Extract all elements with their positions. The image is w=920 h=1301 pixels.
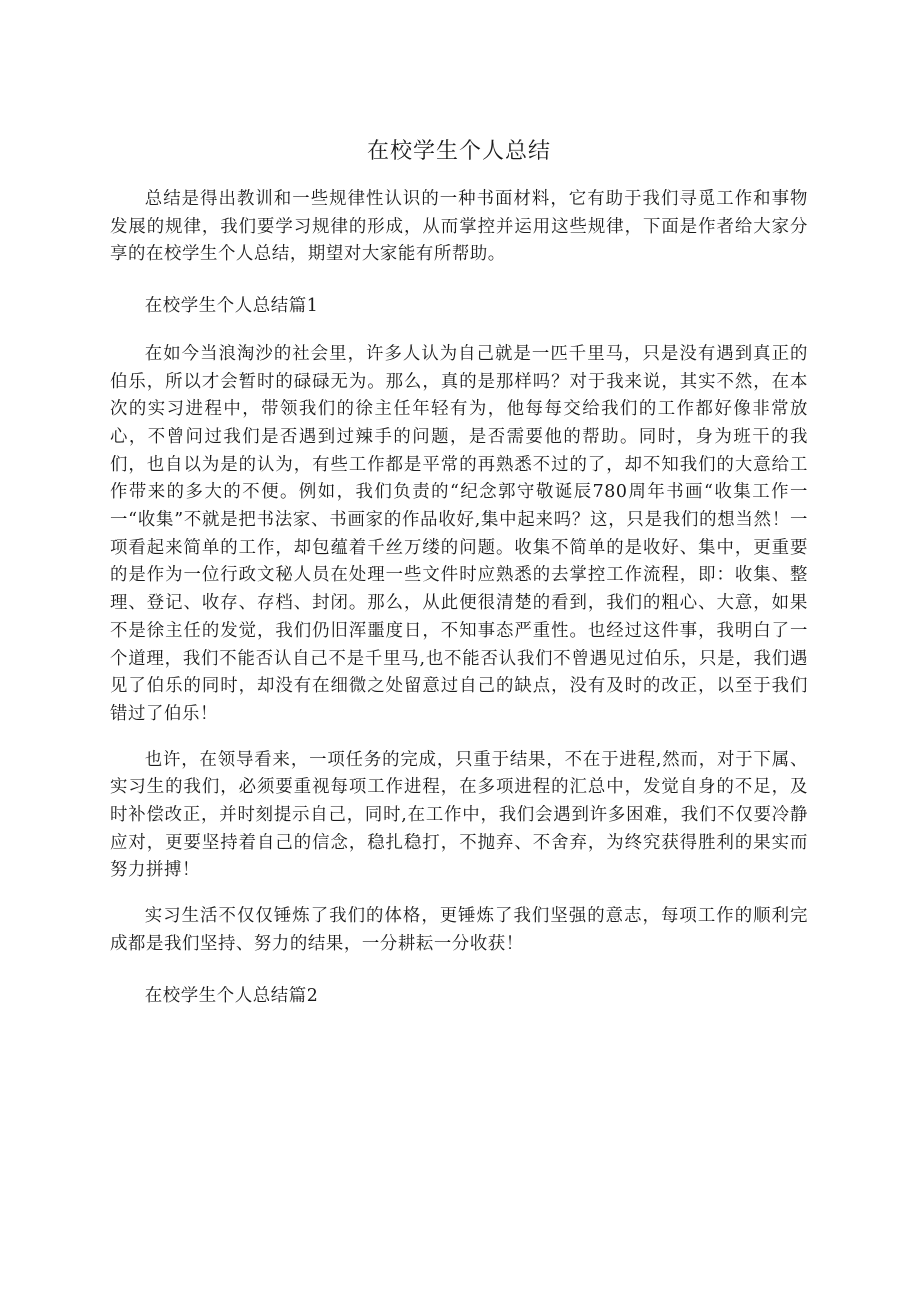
section-heading-1: 在校学生个人总结篇1 — [144, 296, 319, 317]
document-title: 在校学生个人总结 — [366, 139, 551, 164]
intro-paragraph: 总结是得出教训和一些规律性认识的一种书面材料，它有助于我们寻觅工作和事物发展的规律，我们要学习规律的形成，从而掌控并运用这些规律，下面是作者给大家分享的在校学生个人总结，期望对大家能有所帮助。 — [110, 189, 808, 265]
body-paragraph: 实习生活不仅仅锤炼了我们的体格，更锤炼了我们坚强的意志，每项工作的顺利完成都是我们坚持、努力的结果，一分耕耘一分收获！ — [110, 906, 808, 954]
section-heading-2: 在校学生个人总结篇2 — [144, 985, 319, 1006]
body-paragraph: 在如今当浪淘沙的社会里，许多人认为自己就是一匹千里马，只是没有遇到真正的伯乐，所以才会暂时的碌碌无为。那么，真的是那样吗？对于我来说，其实不然，在本次的实习进程中，带领我们的徐主任年轻有为，他每每交给我们的工作都好像非常放心，不曾问过我们是否遇到过辣手的问题，是否需要他的帮助。同时，身为班干的我们，也自以为是的认为，有些工作都是平常的再熟悉不过的了，却不知我们的大意给工作带来的多大的不便。例如，我们负责的“纪念郭守敬诞辰780周年书画“收集工作一一“收集”不就是把书法家、书画家的作品收好,集中起来吗？这，只是我们的想当然！一项看起来简单的工作，却包蕴着千丝万缕的问题。收集不简单的是收好、集中，更重要的是作为一位行政文秘人员在处理一些文件时应熟悉的去掌控工作流程，即：收集、整理、登记、收存、存档、封闭。那么，从此便很清楚的看到，我们的粗心、大意，如果不是徐主任的发觉，我们仍旧浑噩度日，不知事态严重性。也经过这件事，我明白了一个道理，我们不能否认自己不是千里马,也不能否认我们不曾遇见过伯乐，只是，我们遇见了伯乐的同时，却没有在细微之处留意过自己的缺点，没有及时的改正，以至于我们错过了伯乐！ — [110, 343, 808, 724]
body-paragraph: 也许，在领导看来，一项任务的完成，只重于结果，不在于进程,然而，对于下属、实习生的我们，必须要重视每项工作进程，在多项进程的汇总中，发觉自身的不足，及时补偿改正，并时刻提示自己，同时,在工作中，我们会遇到许多困难，我们不仅要冷静应对，更要坚持着自己的信念，稳扎稳打，不抛弃、不舍弃，为终究获得胜利的果实而努力拼搏！ — [110, 749, 808, 881]
